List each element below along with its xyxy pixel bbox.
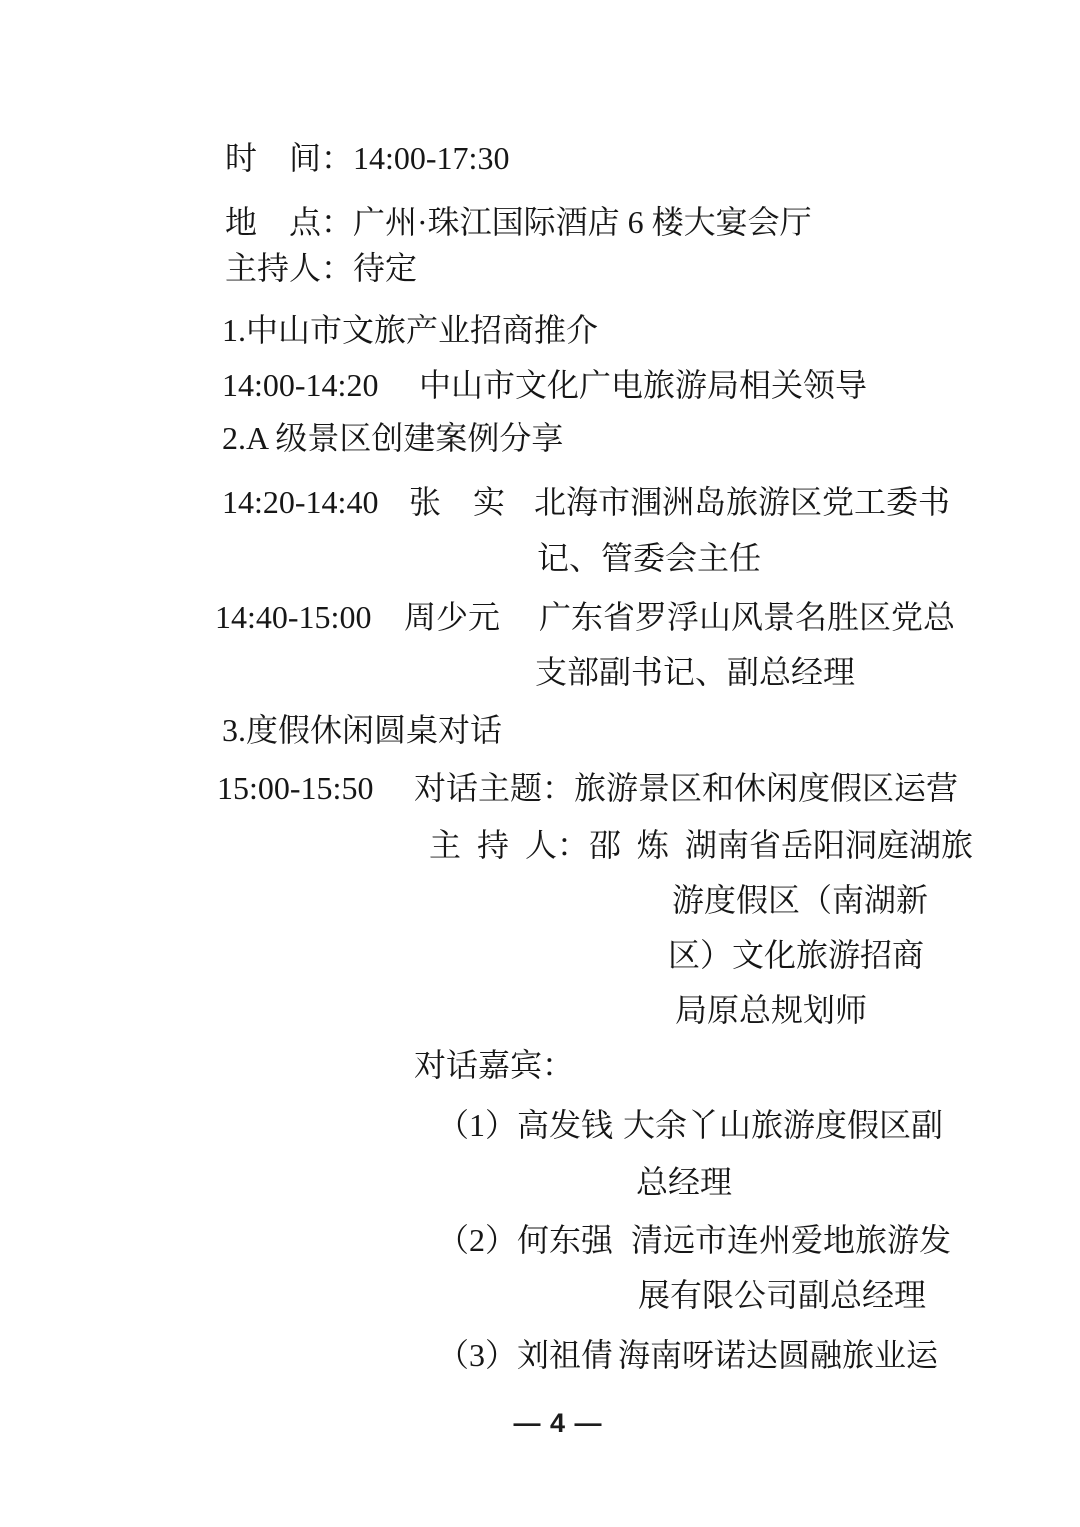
section-2-schedule-row-1	[222, 484, 951, 520]
speaker-name: 张 实	[409, 484, 506, 520]
schedule-time: 14:20-14:40	[222, 484, 379, 520]
page-number: — 4 —	[513, 1408, 603, 1438]
event-venue-line: 地 点：广州·珠江国际酒店 6 楼大宴会厅	[225, 204, 812, 240]
schedule-time: 15:00-15:50	[217, 770, 374, 806]
guest-name: （1）高发钱	[437, 1107, 614, 1143]
guest-name: （3）刘祖倩	[437, 1337, 614, 1373]
moderator-line-2: 游度假区（南湖新	[672, 882, 929, 918]
section-2-title: 2.A 级景区创建案例分享	[222, 420, 564, 456]
guest-row-2	[437, 1222, 952, 1258]
guest-title-continuation: 展有限公司副总经理	[638, 1277, 927, 1313]
section-2-schedule-row-2	[215, 599, 956, 635]
section-1-schedule-row	[222, 367, 868, 403]
section-1-title: 1.中山市文旅产业招商推介	[222, 312, 599, 348]
speaker-title-continuation: 支部副书记、副总经理	[535, 654, 856, 690]
guest-title: 清远市连州爱地旅游发	[631, 1222, 952, 1258]
section-3-title: 3.度假休闲圆桌对话	[222, 712, 503, 748]
speaker-title: 广东省罗浮山风景名胜区党总	[539, 599, 956, 635]
event-time-line: 时 间：14:00-17:30	[225, 140, 510, 176]
section-3-schedule-row	[217, 770, 959, 806]
moderator-line-4: 局原总规划师	[675, 992, 868, 1028]
moderator-line-1: 主 持 人：邵 炼 湖南省岳阳洞庭湖旅	[429, 827, 974, 863]
guest-title: 大余丫山旅游度假区副	[623, 1107, 944, 1143]
event-host-line: 主持人：待定	[225, 250, 418, 286]
speaker-title: 北海市涠洲岛旅游区党工委书	[534, 484, 951, 520]
schedule-time: 14:40-15:00	[215, 599, 372, 635]
guest-row-3	[437, 1337, 939, 1373]
guest-name: （2）何东强	[437, 1222, 614, 1258]
guest-title-continuation: 总经理	[636, 1164, 733, 1200]
speaker-title-continuation: 记、管委会主任	[537, 540, 762, 576]
schedule-desc: 中山市文化广电旅游局相关领导	[419, 367, 868, 403]
guest-row-1	[437, 1107, 944, 1143]
guests-label: 对话嘉宾：	[414, 1047, 575, 1083]
schedule-time: 14:00-14:20	[222, 367, 379, 403]
dialogue-topic: 对话主题：旅游景区和休闲度假区运营	[414, 770, 959, 806]
moderator-line-3: 区）文化旅游招商	[668, 937, 925, 973]
speaker-name: 周少元	[404, 599, 501, 635]
guest-title: 海南呀诺达圆融旅业运	[618, 1337, 939, 1373]
